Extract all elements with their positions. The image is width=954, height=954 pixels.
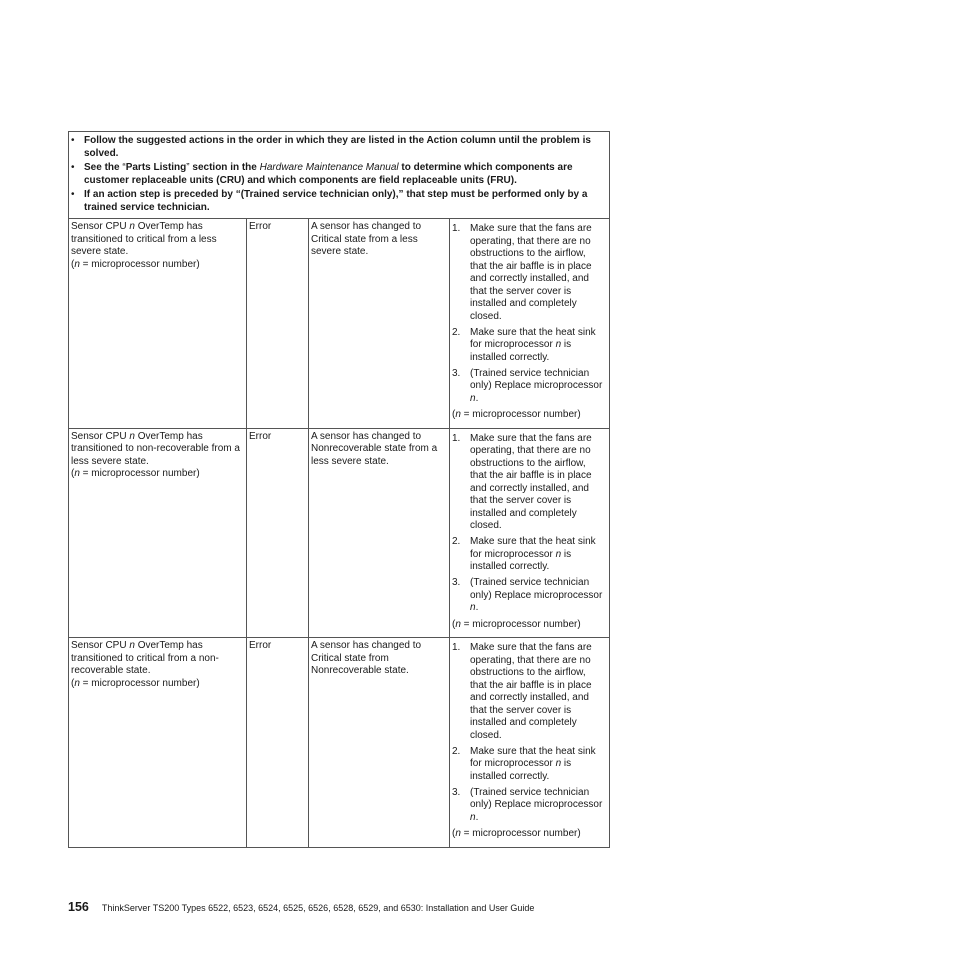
table-instructions — [69, 132, 609, 219]
action-note: (n = microprocessor number) — [452, 618, 581, 630]
type-cell: Error — [247, 638, 309, 847]
type-cell: Error — [247, 219, 309, 428]
explanation-cell: A sensor has changed to Critical state from Nonrecoverable state. — [309, 638, 450, 847]
action-cell — [450, 638, 609, 847]
instruction-bullet: • If an action step is preceded by “(Trained service technician only),” that step must be performed only by a trained service technician. — [71, 189, 588, 213]
action-step: 2. Make sure that the heat sink for microprocessor n is installed correctly. — [452, 326, 596, 363]
action-cell — [450, 219, 609, 428]
table-row — [69, 219, 609, 428]
instruction-bullet: • See the “Parts Listing” section in the Hardware Maintenance Manual to determine which components are customer replaceable units (CRU) and which components are field replaceable units (FRU). — [71, 162, 573, 186]
error-message-table — [68, 131, 610, 848]
action-note: (n = microprocessor number) — [452, 828, 581, 839]
message-cell: Sensor CPU n OverTemp has transitioned to critical from a less severe state. (n = microprocessor number) — [69, 219, 247, 428]
message-cell: Sensor CPU n OverTemp has transitioned to critical from a non-recoverable state. (n = microprocessor number) — [69, 638, 247, 847]
action-step: 2. Make sure that the heat sink for microprocessor n is installed correctly. — [452, 745, 596, 782]
action-step: 2. Make sure that the heat sink for microprocessor n is installed correctly. — [452, 536, 596, 572]
document-title: ThinkServer TS200 Types 6522, 6523, 6524, 6525, 6526, 6528, 6529, and 6530: Installation and User Guide — [101, 903, 535, 913]
type-cell: Error — [247, 429, 309, 638]
page-footer — [68, 900, 534, 914]
message-cell: Sensor CPU n OverTemp has transitioned to non-recoverable from a less severe state. (n = microprocessor number) — [69, 429, 247, 638]
action-note: (n = microprocessor number) — [452, 409, 581, 420]
action-step: 1. Make sure that the fans are operating, that there are no obstructions to the airflow, that the air baffle is in place and correctly installed, and that the server cover is installed and completely closed. — [452, 223, 592, 322]
bullet-icon: • — [71, 189, 75, 200]
action-step: 3. (Trained service technician only) Replace microprocessor n. — [452, 577, 603, 613]
page-number: 156 — [68, 900, 89, 914]
action-step: 3. (Trained service technician only) Replace microprocessor n. — [452, 367, 603, 404]
instruction-bullet: • Follow the suggested actions in the order in which they are listed in the Action column until the problem is solved. — [71, 135, 591, 159]
action-step: 3. (Trained service technician only) Replace microprocessor n. — [452, 786, 603, 823]
bullet-icon: • — [71, 135, 75, 146]
action-step: 1. Make sure that the fans are operating, that there are no obstructions to the airflow, that the air baffle is in place and correctly installed, and that the server cover is installed and completely closed. — [452, 642, 592, 741]
action-cell — [450, 429, 609, 638]
explanation-cell: A sensor has changed to Nonrecoverable state from a less severe state. — [309, 429, 450, 638]
bullet-icon: • — [71, 162, 75, 173]
action-step: 1. Make sure that the fans are operating, that there are no obstructions to the airflow, that the air baffle is in place and correctly installed, and that the server cover is installed and completely closed. — [452, 432, 592, 531]
table-row — [69, 637, 609, 847]
table-row — [69, 428, 609, 638]
explanation-cell: A sensor has changed to Critical state from a less severe state. — [309, 219, 450, 428]
